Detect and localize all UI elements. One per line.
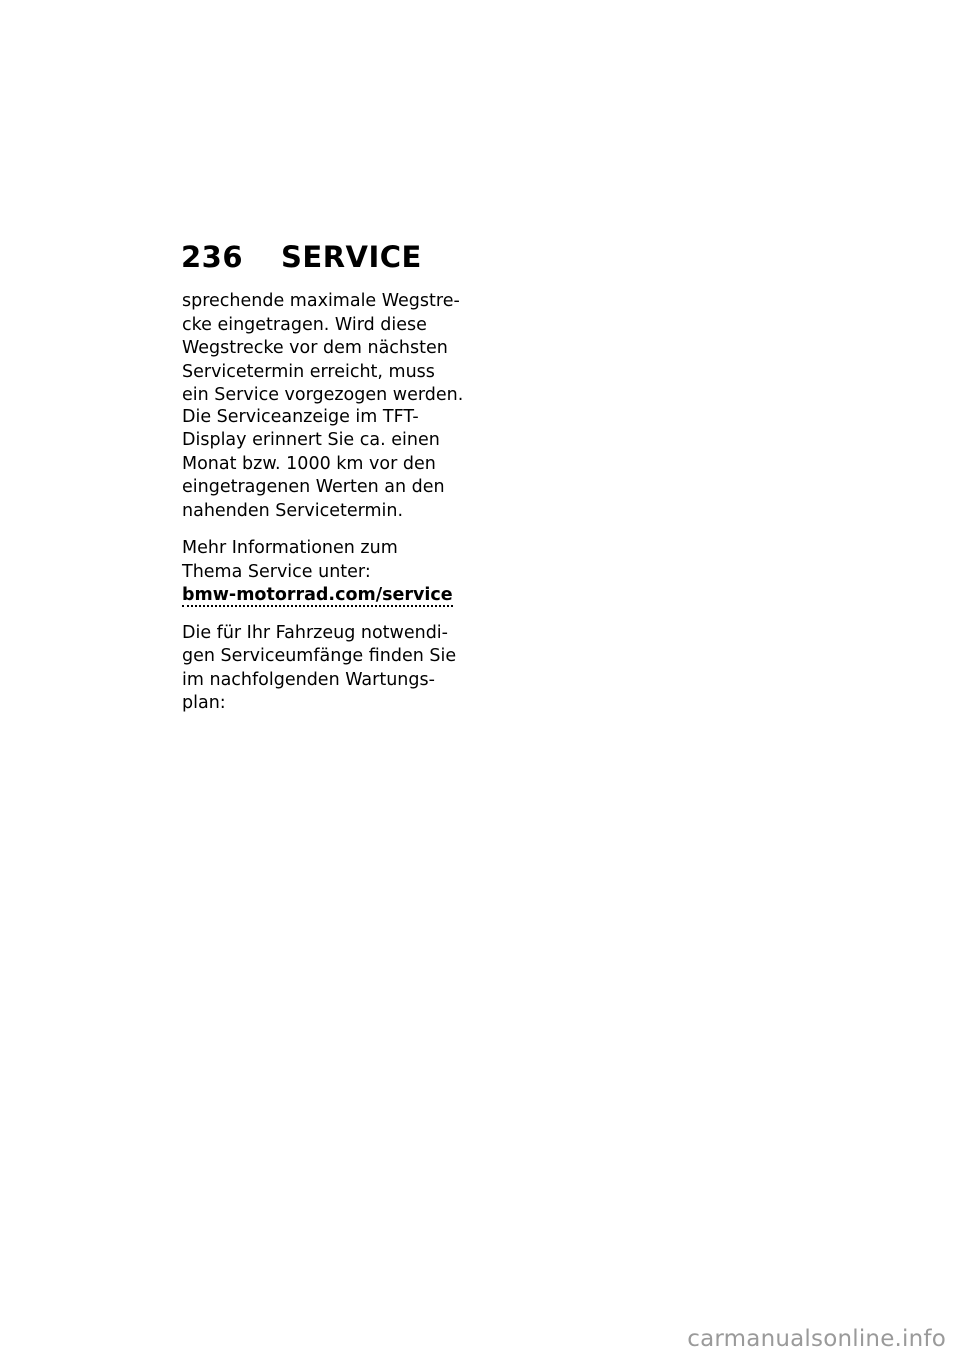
section-title: SERVICE: [281, 240, 422, 274]
text-line: Die für Ihr Fahrzeug notwendi-: [182, 622, 448, 643]
body-text: [182, 290, 462, 716]
text-line: sprechende maximale Wegstre-: [182, 291, 460, 311]
text-line: eingetragenen Werten an den: [182, 477, 445, 497]
text-line: Monat bzw. 1000 km vor den: [182, 453, 436, 474]
text-line: ein Service vorgezogen werden.: [182, 385, 464, 405]
page-header: [181, 240, 422, 280]
paragraph-service-interval: [182, 290, 462, 408]
text-line: cke eingetragen. Wird diese: [182, 314, 427, 335]
text-line: Display erinnert Sie ca. einen: [182, 430, 440, 450]
text-line: nahenden Servicetermin.: [182, 500, 404, 521]
page-number: 236: [181, 240, 244, 274]
paragraph-service-display: [182, 406, 462, 524]
paragraph-more-info: [182, 537, 462, 608]
text-line: gen Serviceumfänge finden Sie: [182, 646, 457, 666]
service-link[interactable]: bmw-motorrad.com/service: [182, 585, 453, 605]
watermark-text: carmanualsonline.info: [687, 1326, 946, 1352]
text-line: plan:: [182, 693, 226, 713]
text-line: Mehr Informationen zum: [182, 538, 398, 558]
text-line: Servicetermin erreicht, muss: [182, 361, 435, 382]
paragraph-maintenance-plan: [182, 622, 462, 716]
text-line: Die Serviceanzeige im TFT-: [182, 406, 419, 427]
text-line: im nachfolgenden Wartungs-: [182, 669, 435, 690]
text-line: Wegstrecke vor dem nächsten: [182, 338, 448, 358]
text-line: Thema Service unter:: [182, 561, 371, 582]
